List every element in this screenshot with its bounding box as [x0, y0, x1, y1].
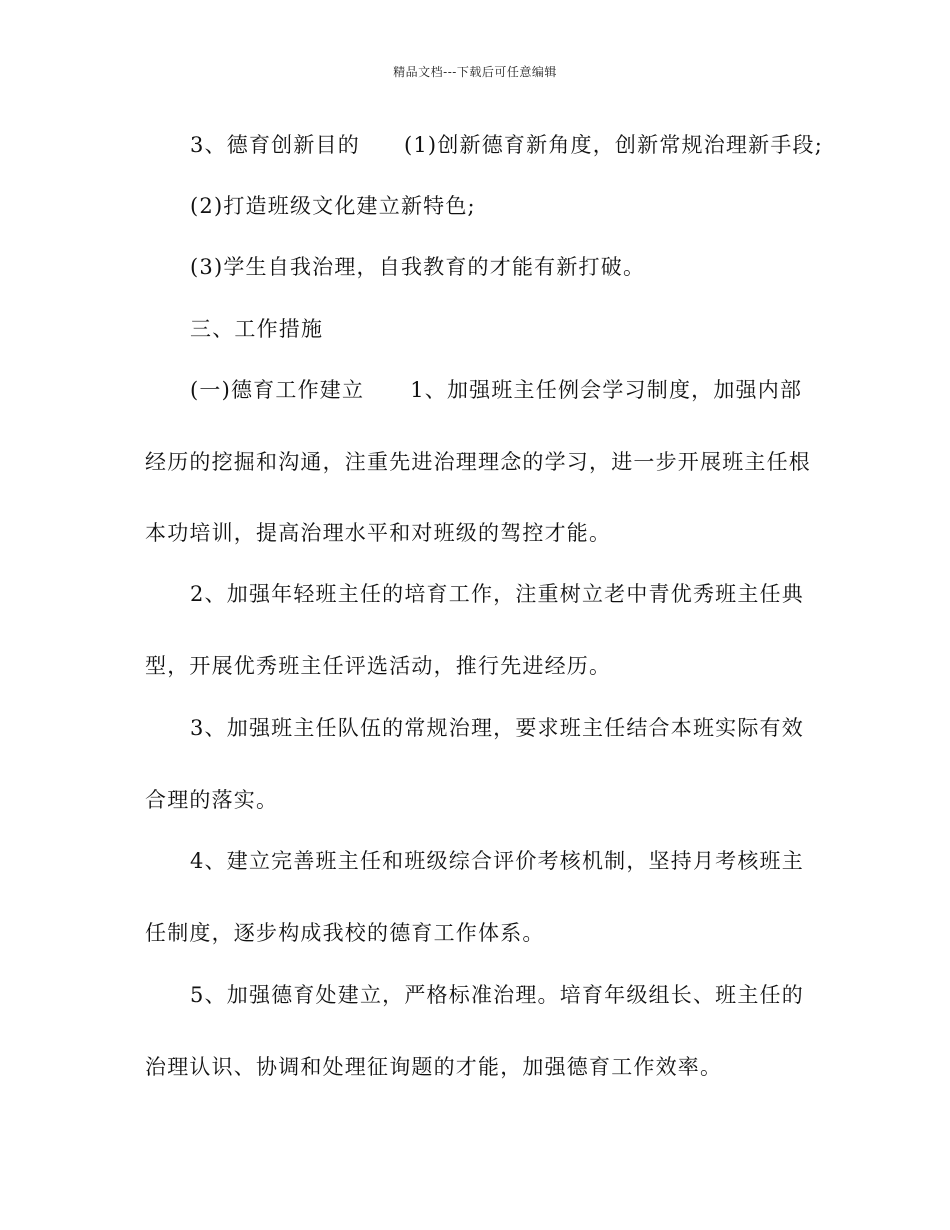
measure-2-line-2: 型，开展优秀班主任评选活动，推行先进经历。 — [145, 654, 612, 678]
measure-1-line-2: 经历的挖掘和沟通，注重先进治理理念的学习，进一步开展班主任根 — [145, 450, 811, 474]
goal-heading: 3、德育创新目的 — [190, 133, 360, 157]
goal-item-3: (3)学生自我治理，自我教育的才能有新打破。 — [190, 255, 646, 279]
measure-1-line-3: 本功培训，提高治理水平和对班级的驾控才能。 — [145, 521, 612, 545]
subsection-line — [190, 376, 802, 404]
measure-3-line-1: 3、加强班主任队伍的常规治理，要求班主任结合本班实际有效 — [190, 716, 804, 740]
measure-1-start: 1、加强班主任例会学习制度，加强内部 — [410, 378, 803, 402]
measure-4-line-1: 4、建立完善班主任和班级综合评价考核机制，坚持月考核班主 — [190, 849, 804, 873]
measure-4-line-2: 任制度，逐步构成我校的德育工作体系。 — [145, 921, 545, 945]
goal-item-2: (2)打造班级文化建立新特色; — [190, 194, 476, 218]
measure-5-line-1: 5、加强德育处建立，严格标准治理。培育年级组长、班主任的 — [190, 983, 804, 1007]
measure-2-line-1: 2、加强年轻班主任的培育工作，注重树立老中青优秀班主任典 — [190, 582, 804, 606]
measure-3-line-2: 合理的落实。 — [145, 788, 279, 812]
subsection-heading: (一)德育工作建立 — [190, 378, 365, 402]
section-heading-measures: 三、工作措施 — [190, 317, 324, 341]
page-header: 精品文档---下载后可任意编辑 — [393, 65, 557, 79]
paragraph-goal-line — [190, 131, 823, 159]
measure-5-line-2: 治理认识、协调和处理征询题的才能，加强德育工作效率。 — [145, 1055, 723, 1079]
goal-item-1: (1)创新德育新角度，创新常规治理新手段; — [403, 133, 823, 157]
